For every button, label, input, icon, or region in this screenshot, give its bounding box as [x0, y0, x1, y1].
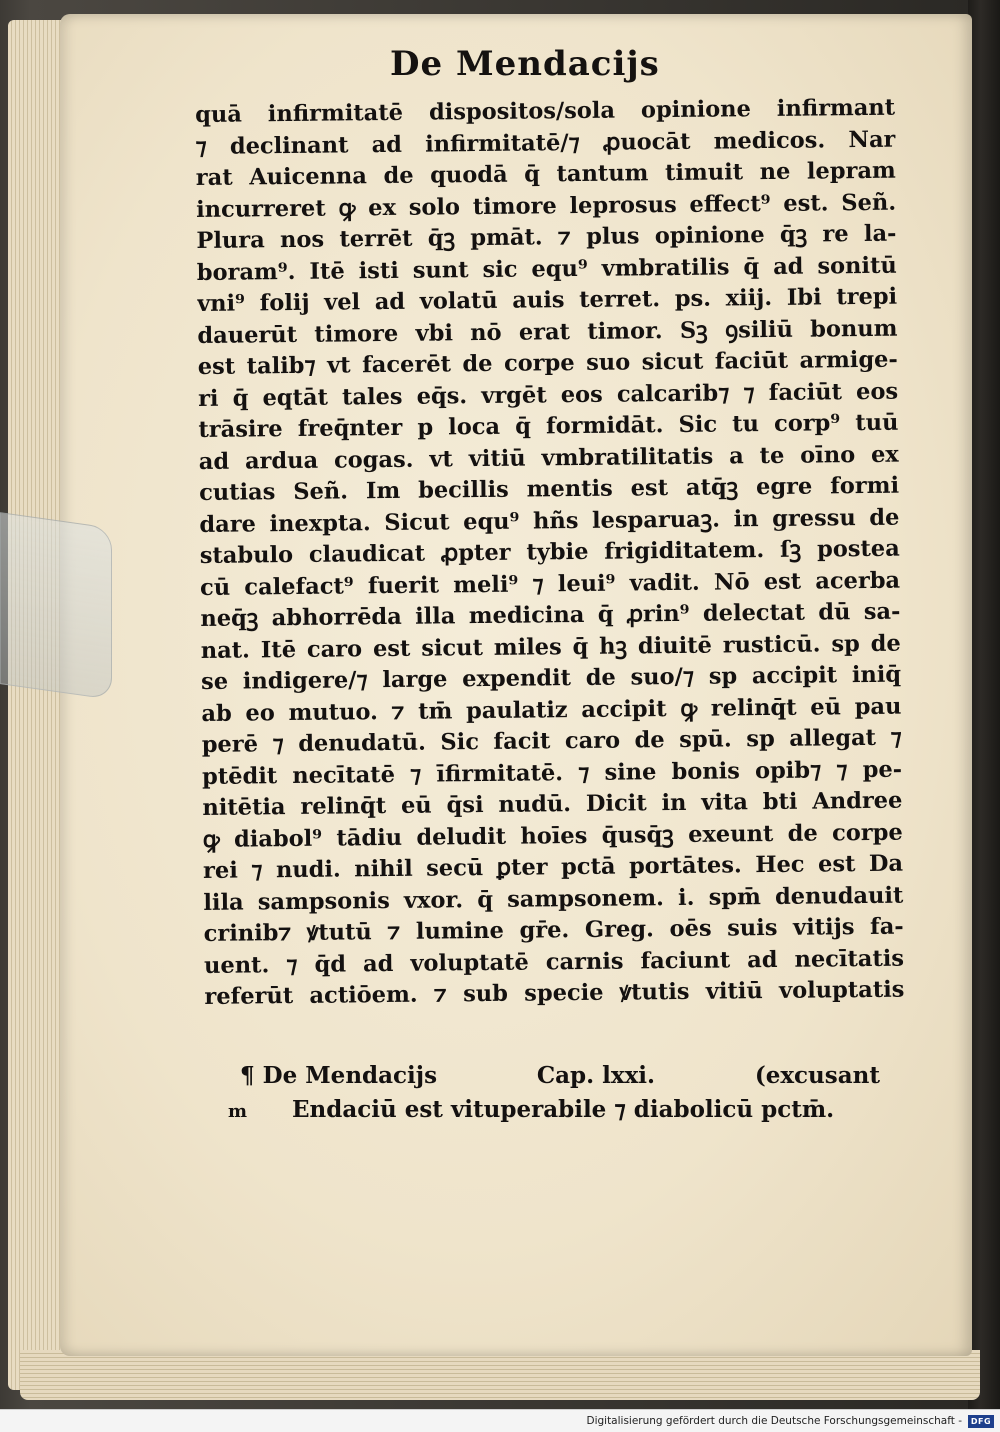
chapter-heading [240, 1062, 880, 1089]
text-line: perē ⁊ denudatū. Sic facit caro de spū. sp allegat ⁊ [201, 724, 902, 758]
page-clip [0, 512, 112, 700]
text-line: ptēdit necītatē ⁊ īfirmitatē. ⁊ sine bonis opib⁊ ⁊ pe- [201, 756, 903, 790]
text-line: crinib⁊ ꝟtutū ⁊ lumine gr̄e. Greg. oēs suis vitijs fa- [203, 913, 904, 947]
running-head: De Mendacijs [390, 44, 660, 84]
text-line: neq̄ꝫ abhorrēda illa medicina q̄ ꝓrin⁹ delectat dū sa- [200, 598, 901, 632]
text-line: ꝙ diabol⁹ tādiu deludit hoīes q̄usq̄ꝫ exeunt de corpe [202, 819, 903, 853]
text-line: uent. ⁊ q̄d ad voluptatē carnis faciunt ad necītatis [203, 945, 905, 979]
chapter-first-line [228, 1096, 888, 1123]
text-line: referūt actiōem. ⁊ sub specie ꝟtutis vitiū voluptatis [204, 976, 905, 1010]
text-line: cutias Señ. Im becillis mentis est atq̄ꝫ egre formi [198, 472, 900, 506]
text-line: stabulo claudicat ꝓpter tybie frigiditatem. ſꝫ postea [199, 535, 900, 569]
book-spine-edge [968, 0, 1000, 1410]
text-line: cū calefact⁹ fuerit meli⁹ ⁊ leui⁹ vadit. Nō est acerba [199, 567, 901, 601]
catchword: (excusant [754, 1062, 880, 1089]
guide-letter: m [228, 1100, 248, 1122]
text-line: rat Auicenna de quodā q̄ tantum timuit ne lepram [195, 157, 896, 191]
text-line: Plura nos terrēt q̄ꝫ pmāt. ⁊ plus opinione q̄ꝫ re la- [196, 220, 897, 254]
text-line: ri q̄ eqtāt tales eq̄s. vrgēt eos calcarib⁊ ⁊ faciūt eos [197, 378, 899, 412]
footer-credit: Digitalisierung gefördert durch die Deutsche Forschungsgemeinschaft - [586, 1415, 962, 1427]
dfg-logo: DFG [968, 1415, 994, 1428]
chapter-number: Cap. lxxi. [536, 1062, 656, 1089]
text-line: dauerūt timore vbi nō erat timor. Sꝫ ꝯsiliū bonum [197, 315, 898, 349]
text-line: nitētia relinq̄t eū q̄si nudū. Dicit in vita bti Andree [202, 787, 903, 821]
chapter-title: ¶ De Mendacijs [240, 1062, 438, 1089]
text-line: se indigere/⁊ large expendit de suo/⁊ sp accipit iniq̄ [200, 661, 902, 695]
text-line: incurreret ꝙ ex solo timore leprosus effect⁹ est. Señ. [196, 189, 897, 223]
text-line: quā infirmitatē dispositos/sola opinione infirmant [195, 94, 896, 128]
text-line: nat. Itē caro est sicut miles q̄ hꝫ diuitē rusticū. sp de [200, 630, 901, 664]
text-line: boram⁹. Itē isti sunt sic equ⁹ vmbratilis q̄ ad sonitū [196, 252, 897, 286]
text-line: rei ⁊ nudi. nihil secū ꝑter pctā portātes. Hec est Da [202, 850, 904, 884]
text-line: trāsire freq̄nter p loca q̄ formidāt. Sic tu corp⁹ tuū [198, 409, 899, 443]
text-line: ⁊ declinant ad infirmitatē/⁊ ꝓuocāt medicos. Nar [195, 126, 896, 160]
text-line: dare inexpta. Sicut equ⁹ hñs lesparuaꝫ. in gressu de [199, 504, 900, 538]
text-line: ad ardua cogas. vt vitiū vmbratilitatis a te oīno ex [198, 441, 899, 475]
text-line: ab eo mutuo. ⁊ tm̄ paulatiz accipit ꝙ relinq̄t eū pau [201, 693, 902, 727]
chapter-first-line-text: Endaciū est vituperabile ⁊ diabolicū pctm̄. [292, 1096, 835, 1123]
page-stack-bottom [20, 1350, 980, 1400]
footer-bar [0, 1409, 1000, 1432]
text-line: lila sampsonis vxor. q̄ sampsonem. i. spm̄ denudauit [203, 882, 904, 916]
text-line: vni⁹ folij vel ad volatū auis terret. ps. xiij. Ibi trepi [197, 283, 898, 317]
text-block [195, 93, 905, 1014]
text-line: est talib⁊ vt facerēt de corpe suo sicut faciūt armige- [197, 346, 898, 380]
